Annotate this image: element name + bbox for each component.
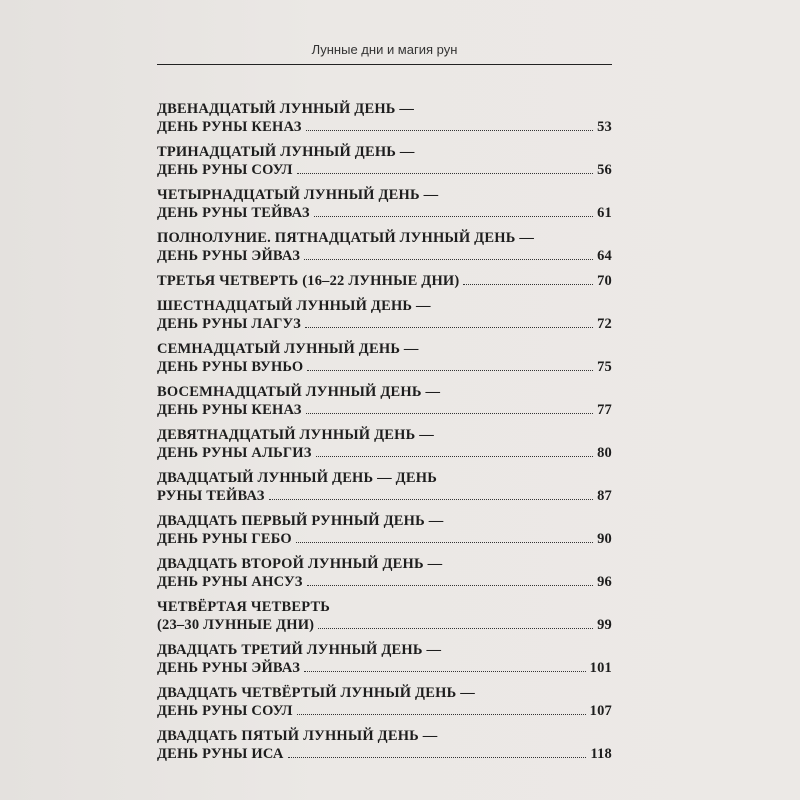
toc-entry[interactable] xyxy=(157,512,612,548)
toc-entry-title-line2 xyxy=(157,487,612,505)
toc-entry-title-line2 xyxy=(157,247,612,265)
toc-entry-page-number: 77 xyxy=(597,402,612,418)
dot-leader xyxy=(463,273,593,285)
toc-entry-title-text: ДЕНЬ РУНЫ ИСА xyxy=(157,746,284,762)
toc-entry-page-number: 72 xyxy=(597,316,612,332)
dot-leader xyxy=(306,402,593,414)
toc-entry-page-number: 96 xyxy=(597,574,612,590)
toc-entry-title-line2 xyxy=(157,702,612,720)
toc-entry[interactable] xyxy=(157,641,612,677)
dot-leader xyxy=(307,574,594,586)
dot-leader xyxy=(318,617,593,629)
toc-entry-title-text: ДЕНЬ РУНЫ ТЕЙВАЗ xyxy=(157,205,310,221)
toc-entry-title-line1: ЧЕТЫРНАДЦАТЫЙ ЛУННЫЙ ДЕНЬ — xyxy=(157,187,439,203)
toc-entry[interactable] xyxy=(157,555,612,591)
toc-entry-page-number: 101 xyxy=(589,660,612,676)
toc-entry-title-line1: ВОСЕМНАДЦАТЫЙ ЛУННЫЙ ДЕНЬ — xyxy=(157,384,441,400)
toc-entry[interactable] xyxy=(157,727,612,763)
toc-entry-title-line1: ТРИНАДЦАТЫЙ ЛУННЫЙ ДЕНЬ — xyxy=(157,144,415,160)
toc-entry-title-text: ДЕНЬ РУНЫ СОУЛ xyxy=(157,162,293,178)
toc-entry-title-line1: ДВАДЦАТЬ ВТОРОЙ ЛУННЫЙ ДЕНЬ — xyxy=(157,556,443,572)
toc-entry[interactable] xyxy=(157,143,612,179)
toc-entry-title-text: ДЕНЬ РУНЫ КЕНАЗ xyxy=(157,119,302,135)
dot-leader xyxy=(297,703,586,715)
toc-entry-title-line1: ДВЕНАДЦАТЫЙ ЛУННЫЙ ДЕНЬ — xyxy=(157,101,415,117)
toc-entry[interactable] xyxy=(157,100,612,136)
toc-entry[interactable] xyxy=(157,186,612,222)
dot-leader xyxy=(305,316,593,328)
toc-entry-title-line2 xyxy=(157,204,612,222)
toc-entry-title-text: ДЕНЬ РУНЫ ГЕБО xyxy=(157,531,292,547)
toc-entry-page-number: 118 xyxy=(590,746,612,762)
toc-entry-title-text: ДЕНЬ РУНЫ ЛАГУЗ xyxy=(157,316,302,332)
dot-leader xyxy=(316,445,593,457)
toc-entry-title-line1: СЕМНАДЦАТЫЙ ЛУННЫЙ ДЕНЬ — xyxy=(157,341,419,357)
toc-entry[interactable] xyxy=(157,383,612,419)
dot-leader xyxy=(304,660,586,672)
dot-leader xyxy=(304,248,593,260)
toc-entry-page-number: 53 xyxy=(597,119,612,135)
toc-entry-title-line2 xyxy=(157,444,612,462)
header-rule xyxy=(157,64,612,65)
toc-entry-title-line2 xyxy=(157,616,612,634)
toc-entry-page-number: 56 xyxy=(597,162,612,178)
toc-entry-title-text: ДЕНЬ РУНЫ СОУЛ xyxy=(157,703,293,719)
toc-entry-title-line1: ДВАДЦАТЬ ЧЕТВЁРТЫЙ ЛУННЫЙ ДЕНЬ — xyxy=(157,685,475,701)
toc-entry-title-line1: ШЕСТНАДЦАТЫЙ ЛУННЫЙ ДЕНЬ — xyxy=(157,298,431,314)
toc-entry-page-number: 90 xyxy=(597,531,612,547)
toc-entry[interactable] xyxy=(157,272,612,290)
toc-entry[interactable] xyxy=(157,684,612,720)
dot-leader xyxy=(306,119,593,131)
toc-entry-title-line1: ЧЕТВЁРТАЯ ЧЕТВЕРТЬ xyxy=(157,599,331,615)
toc-entry-title-line2 xyxy=(157,659,612,677)
toc-entry-page-number: 75 xyxy=(597,359,612,375)
toc-entry-title-line2 xyxy=(157,573,612,591)
toc-entry-title-line2 xyxy=(157,401,612,419)
toc-entry-title-text: РУНЫ ТЕЙВАЗ xyxy=(157,488,265,504)
toc-entry-title-line1: ДВАДЦАТЬ ТРЕТИЙ ЛУННЫЙ ДЕНЬ — xyxy=(157,642,442,658)
toc-entry[interactable] xyxy=(157,297,612,333)
toc-entry-page-number: 61 xyxy=(597,205,612,221)
toc-entry-page-number: 99 xyxy=(597,617,612,633)
toc-entry-title-line1: ДВАДЦАТЬ ПЕРВЫЙ РУННЫЙ ДЕНЬ — xyxy=(157,513,444,529)
toc-entry-title-text: ДЕНЬ РУНЫ АЛЬГИЗ xyxy=(157,445,312,461)
toc-entry-title-line1: ДВАДЦАТЫЙ ЛУННЫЙ ДЕНЬ — ДЕНЬ xyxy=(157,470,437,486)
toc-entry-title-line2 xyxy=(157,118,612,136)
table-of-contents xyxy=(157,100,612,763)
dot-leader xyxy=(314,205,593,217)
toc-entry-title-line1: ПОЛНОЛУНИЕ. ПЯТНАДЦАТЫЙ ЛУННЫЙ ДЕНЬ — xyxy=(157,230,535,246)
dot-leader xyxy=(297,162,593,174)
toc-entry-page-number: 80 xyxy=(597,445,612,461)
toc-entry-title-line1: ДВАДЦАТЬ ПЯТЫЙ ЛУННЫЙ ДЕНЬ — xyxy=(157,728,438,744)
toc-entry-title-text: ДЕНЬ РУНЫ ЭЙВАЗ xyxy=(157,660,301,676)
toc-entry-page-number: 64 xyxy=(597,248,612,264)
toc-entry-title-text: (23–30 ЛУННЫЕ ДНИ) xyxy=(157,617,315,633)
toc-entry-page-number: 87 xyxy=(597,488,612,504)
toc-entry-title-text: ДЕНЬ РУНЫ КЕНАЗ xyxy=(157,402,302,418)
dot-leader xyxy=(288,746,587,758)
toc-entry-title-line2 xyxy=(157,272,612,290)
toc-entry-page-number: 107 xyxy=(589,703,612,719)
toc-entry-title-line2 xyxy=(157,745,612,763)
toc-entry-title-text: ДЕНЬ РУНЫ ЭЙВАЗ xyxy=(157,248,301,264)
toc-entry-title-line1: ДЕВЯТНАДЦАТЫЙ ЛУННЫЙ ДЕНЬ — xyxy=(157,427,434,443)
toc-entry[interactable] xyxy=(157,598,612,634)
toc-entry-title-line2 xyxy=(157,530,612,548)
toc-entry[interactable] xyxy=(157,229,612,265)
toc-entry[interactable] xyxy=(157,469,612,505)
toc-entry-title-text: ДЕНЬ РУНЫ ВУНЬО xyxy=(157,359,304,375)
toc-entry-title-line2 xyxy=(157,358,612,376)
toc-entry-title-line2 xyxy=(157,315,612,333)
running-head: Лунные дни и магия рун xyxy=(311,42,458,57)
dot-leader xyxy=(296,531,593,543)
dot-leader xyxy=(269,488,593,500)
toc-entry-title-line2 xyxy=(157,161,612,179)
toc-entry[interactable] xyxy=(157,340,612,376)
dot-leader xyxy=(307,359,593,371)
toc-entry-title-text: ДЕНЬ РУНЫ АНСУЗ xyxy=(157,574,303,590)
toc-entry-page-number: 70 xyxy=(597,273,612,289)
toc-entry-title-text: ТРЕТЬЯ ЧЕТВЕРТЬ (16–22 ЛУННЫЕ ДНИ) xyxy=(157,273,460,289)
toc-entry[interactable] xyxy=(157,426,612,462)
